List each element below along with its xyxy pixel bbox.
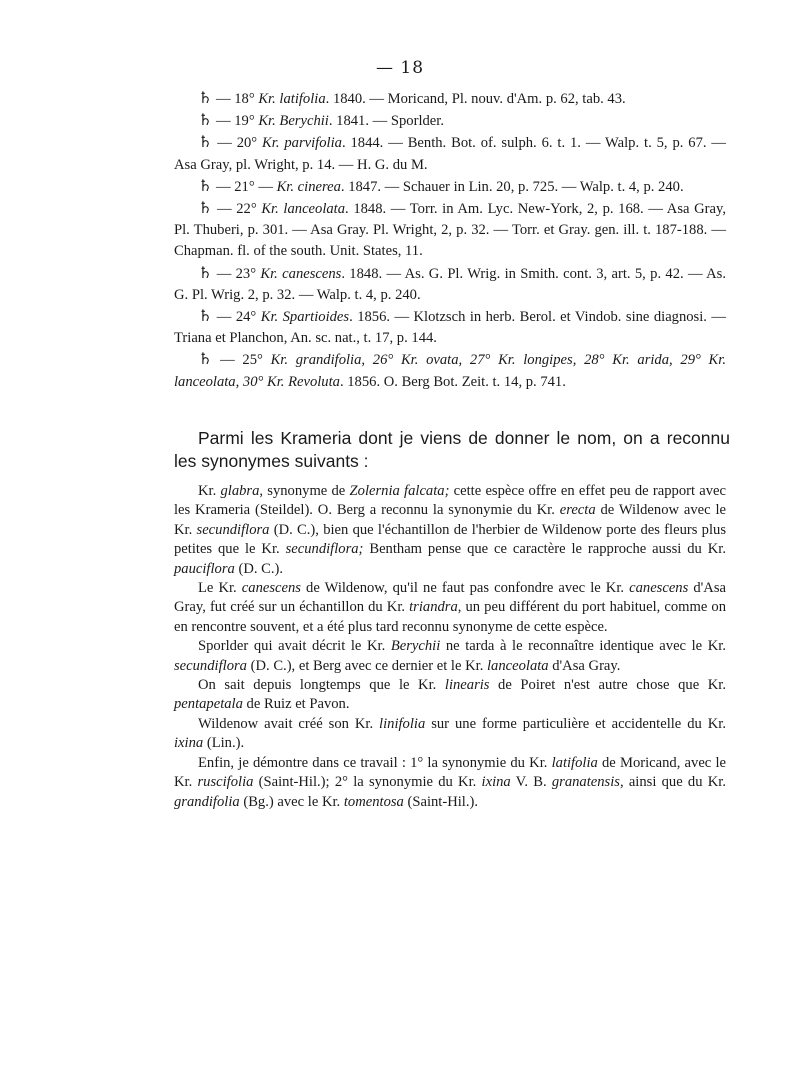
text-run: Le Kr. [198, 580, 242, 597]
entry-reference: . 1848. — Torr. in Am. Lyc. New-York, 2, p. 168. — Asa Gray, Pl. Thuberi, p. 301. — Asa Gray. Pl. Wright, 2, p. 32. — Torr. et Gray. gen. ill. t. 187-188. — Chapman. fl. of the south. Unit. States, 11. [174, 201, 727, 260]
entry-lead: — 22° [217, 201, 262, 218]
text-run: d'Asa Gray. [548, 657, 621, 674]
entry-reference: . 1841. — Sporlder. [328, 113, 444, 130]
entry-reference: . 1844. — Benth. Bot. of. sulph. 6. t. 1. — Walp. t. 5, p. 67. — Asa Gray, pl. Wright, p. 14. — H. G. du M. [174, 135, 726, 173]
perennial-symbol-icon: ♄ [198, 200, 213, 218]
catalog-entry [174, 132, 726, 175]
species-name: canescens [241, 580, 301, 597]
text-run: (Lin.). [203, 735, 245, 752]
text-run: (Saint-Hil.). [403, 793, 479, 810]
text-run: d'Asa Gray, fut créé sur un échantillon du Kr. [174, 580, 726, 616]
text-run: (D. C.), et Berg avec ce dernier et le Kr. [246, 657, 487, 674]
species-name: Kr. lanceolata [261, 201, 346, 218]
catalog-entry [174, 110, 726, 132]
entry-lead: — 19° [216, 113, 259, 130]
species-name: triandra [409, 599, 458, 616]
entry-reference: . 1847. — Schauer in Lin. 20, p. 725. — Walp. t. 4, p. 240. [340, 178, 684, 195]
entry-reference: . 1848. — As. G. Pl. Wrig. in Smith. cont. 3, art. 5, p. 42. — As. G. Pl. Wrig. 2, p. 32. — Walp. t. 4, p. 240. [174, 265, 726, 303]
species-name: Kr. parvifolia [262, 135, 342, 152]
entry-reference: . 1856. O. Berg Bot. Zeit. t. 14, p. 741. [339, 373, 566, 390]
entry-reference: . 1856. — Klotzsch in herb. Berol. et Vindob. sine diagnosi. — Triana et Planchon, An. sc. nat., t. 17, p. 144. [174, 309, 726, 347]
entry-lead: — 20° [217, 135, 263, 152]
text-run: de Wildenow avec le Kr. [174, 502, 726, 538]
paragraph-linifolia [174, 715, 726, 754]
text-run: , un peu différent du port habituel, comme on en rencontre souvent, et a été plus tard reconnu synonyme de cette espèce. [174, 599, 726, 635]
species-name: Berychii [390, 638, 441, 655]
paragraph-enfin [174, 754, 726, 812]
paragraph-berychii [174, 637, 726, 676]
catalog-entry [174, 263, 726, 306]
catalog-entry [174, 306, 726, 349]
perennial-symbol-icon: ♄ [198, 134, 213, 152]
species-name: Zolernia falcata; [349, 483, 450, 499]
perennial-symbol-icon: ♄ [198, 351, 213, 369]
species-name: ixina [481, 774, 511, 791]
paragraph-canescens [174, 579, 726, 637]
entry-lead: — 24° [216, 309, 261, 326]
paragraph-glabra [174, 482, 726, 579]
text-run: Bentham pense que ce caractère le rapproche aussi du Kr. [363, 541, 726, 558]
entry-lead: — 18° [216, 91, 259, 107]
species-name: Kr. Berychii [258, 113, 329, 130]
text-run: (Bg.) avec le Kr. [239, 793, 344, 810]
species-name: erecta [559, 502, 596, 519]
species-name: ruscifolia [197, 774, 254, 791]
species-name: Kr. latifolia [258, 91, 326, 107]
species-name: secundiflora [196, 521, 270, 538]
species-name: Kr. Spartioides [260, 309, 350, 326]
catalog-entry [174, 349, 726, 392]
text-run: de Wildenow, qu'il ne faut pas confondre avec le Kr. [300, 580, 630, 597]
text-run: sur une forme particulière et accidentelle du Kr. [425, 715, 726, 732]
species-name: linearis [444, 677, 490, 694]
species-name: pentapetala [174, 696, 243, 713]
entry-lead: — 21° — [216, 178, 277, 195]
text-run: ne tarda à le reconnaître identique avec le Kr. [440, 638, 726, 655]
species-name: secundiflora; [285, 541, 364, 558]
text-run: (D. C.). [234, 560, 284, 577]
species-name: glabra [220, 483, 260, 499]
entry-lead: — 23° [216, 265, 261, 282]
species-name: latifolia [551, 754, 598, 771]
catalog-entry [174, 198, 726, 263]
text-run: , ainsi que du Kr. [619, 774, 726, 791]
paragraph-linearis [174, 676, 726, 715]
entry-reference: . 1840. — Moricand, Pl. nouv. d'Am. p. 62, tab. 43. [325, 91, 626, 107]
text-run: Wildenow avait créé son Kr. [198, 715, 380, 732]
text-run: de Ruiz et Pavon. [242, 696, 350, 713]
text-run: , synonyme de [259, 483, 350, 499]
text-run: Sporlder qui avait décrit le Kr. [198, 638, 391, 655]
species-name: grandifolia [174, 793, 240, 810]
synonyms-intro: Parmi les Krameria dont je viens de donner le nom, on a reconnu les synonymes suivants : [174, 428, 730, 471]
perennial-symbol-icon: ♄ [198, 177, 213, 195]
text-run: (D. C.), bien que l'échantillon de l'herbier de Wildenow porte des fleurs plus petites que le Kr. [174, 521, 727, 558]
text-run: de Moricand, avec le Kr. [174, 754, 726, 791]
species-name: granatensis [551, 774, 620, 791]
species-name: lanceolata [487, 657, 549, 674]
text-run: On sait depuis longtemps que le Kr. [198, 677, 445, 694]
text-run: Enfin, je démontre dans ce travail : 1° la synonymie du Kr. [198, 754, 552, 771]
species-name: Kr. cinerea [276, 178, 341, 195]
page-number: — 18 [375, 58, 425, 78]
text-run: de Poiret n'est autre chose que Kr. [489, 677, 726, 694]
perennial-symbol-icon: ♄ [198, 112, 213, 130]
entry-lead: — 25° [220, 352, 271, 369]
synonyms-body [174, 482, 726, 812]
catalog-entry [174, 88, 726, 110]
perennial-symbol-icon: ♄ [198, 264, 213, 282]
text-run: Kr. [198, 483, 221, 499]
perennial-symbol-icon: ♄ [198, 308, 213, 326]
species-catalog [174, 88, 726, 393]
perennial-symbol-icon: ♄ [198, 90, 213, 107]
text-run: V. B. [510, 774, 552, 791]
species-name: ixina [174, 735, 204, 752]
species-name: Kr. grandifolia, 26° Kr. ovata, 27° Kr. longipes, 28° Kr. arida, 29° Kr. lanceolata, 30° Kr. Revoluta [174, 352, 726, 390]
species-name: canescens [629, 580, 689, 597]
species-name: linifolia [379, 715, 426, 732]
species-name: secundiflora [174, 657, 247, 674]
catalog-entry [174, 176, 726, 198]
species-name: tomentosa [343, 793, 404, 810]
text-run: (Saint-Hil.); 2° la synonymie du Kr. [253, 774, 482, 791]
species-name: Kr. canescens [260, 265, 342, 282]
species-name: pauciflora [174, 560, 235, 577]
text-run: cette espèce offre en effet peu de rapport avec les Krameria (Steildel). O. Berg a reconnu la synonymie du Kr. [174, 483, 727, 519]
